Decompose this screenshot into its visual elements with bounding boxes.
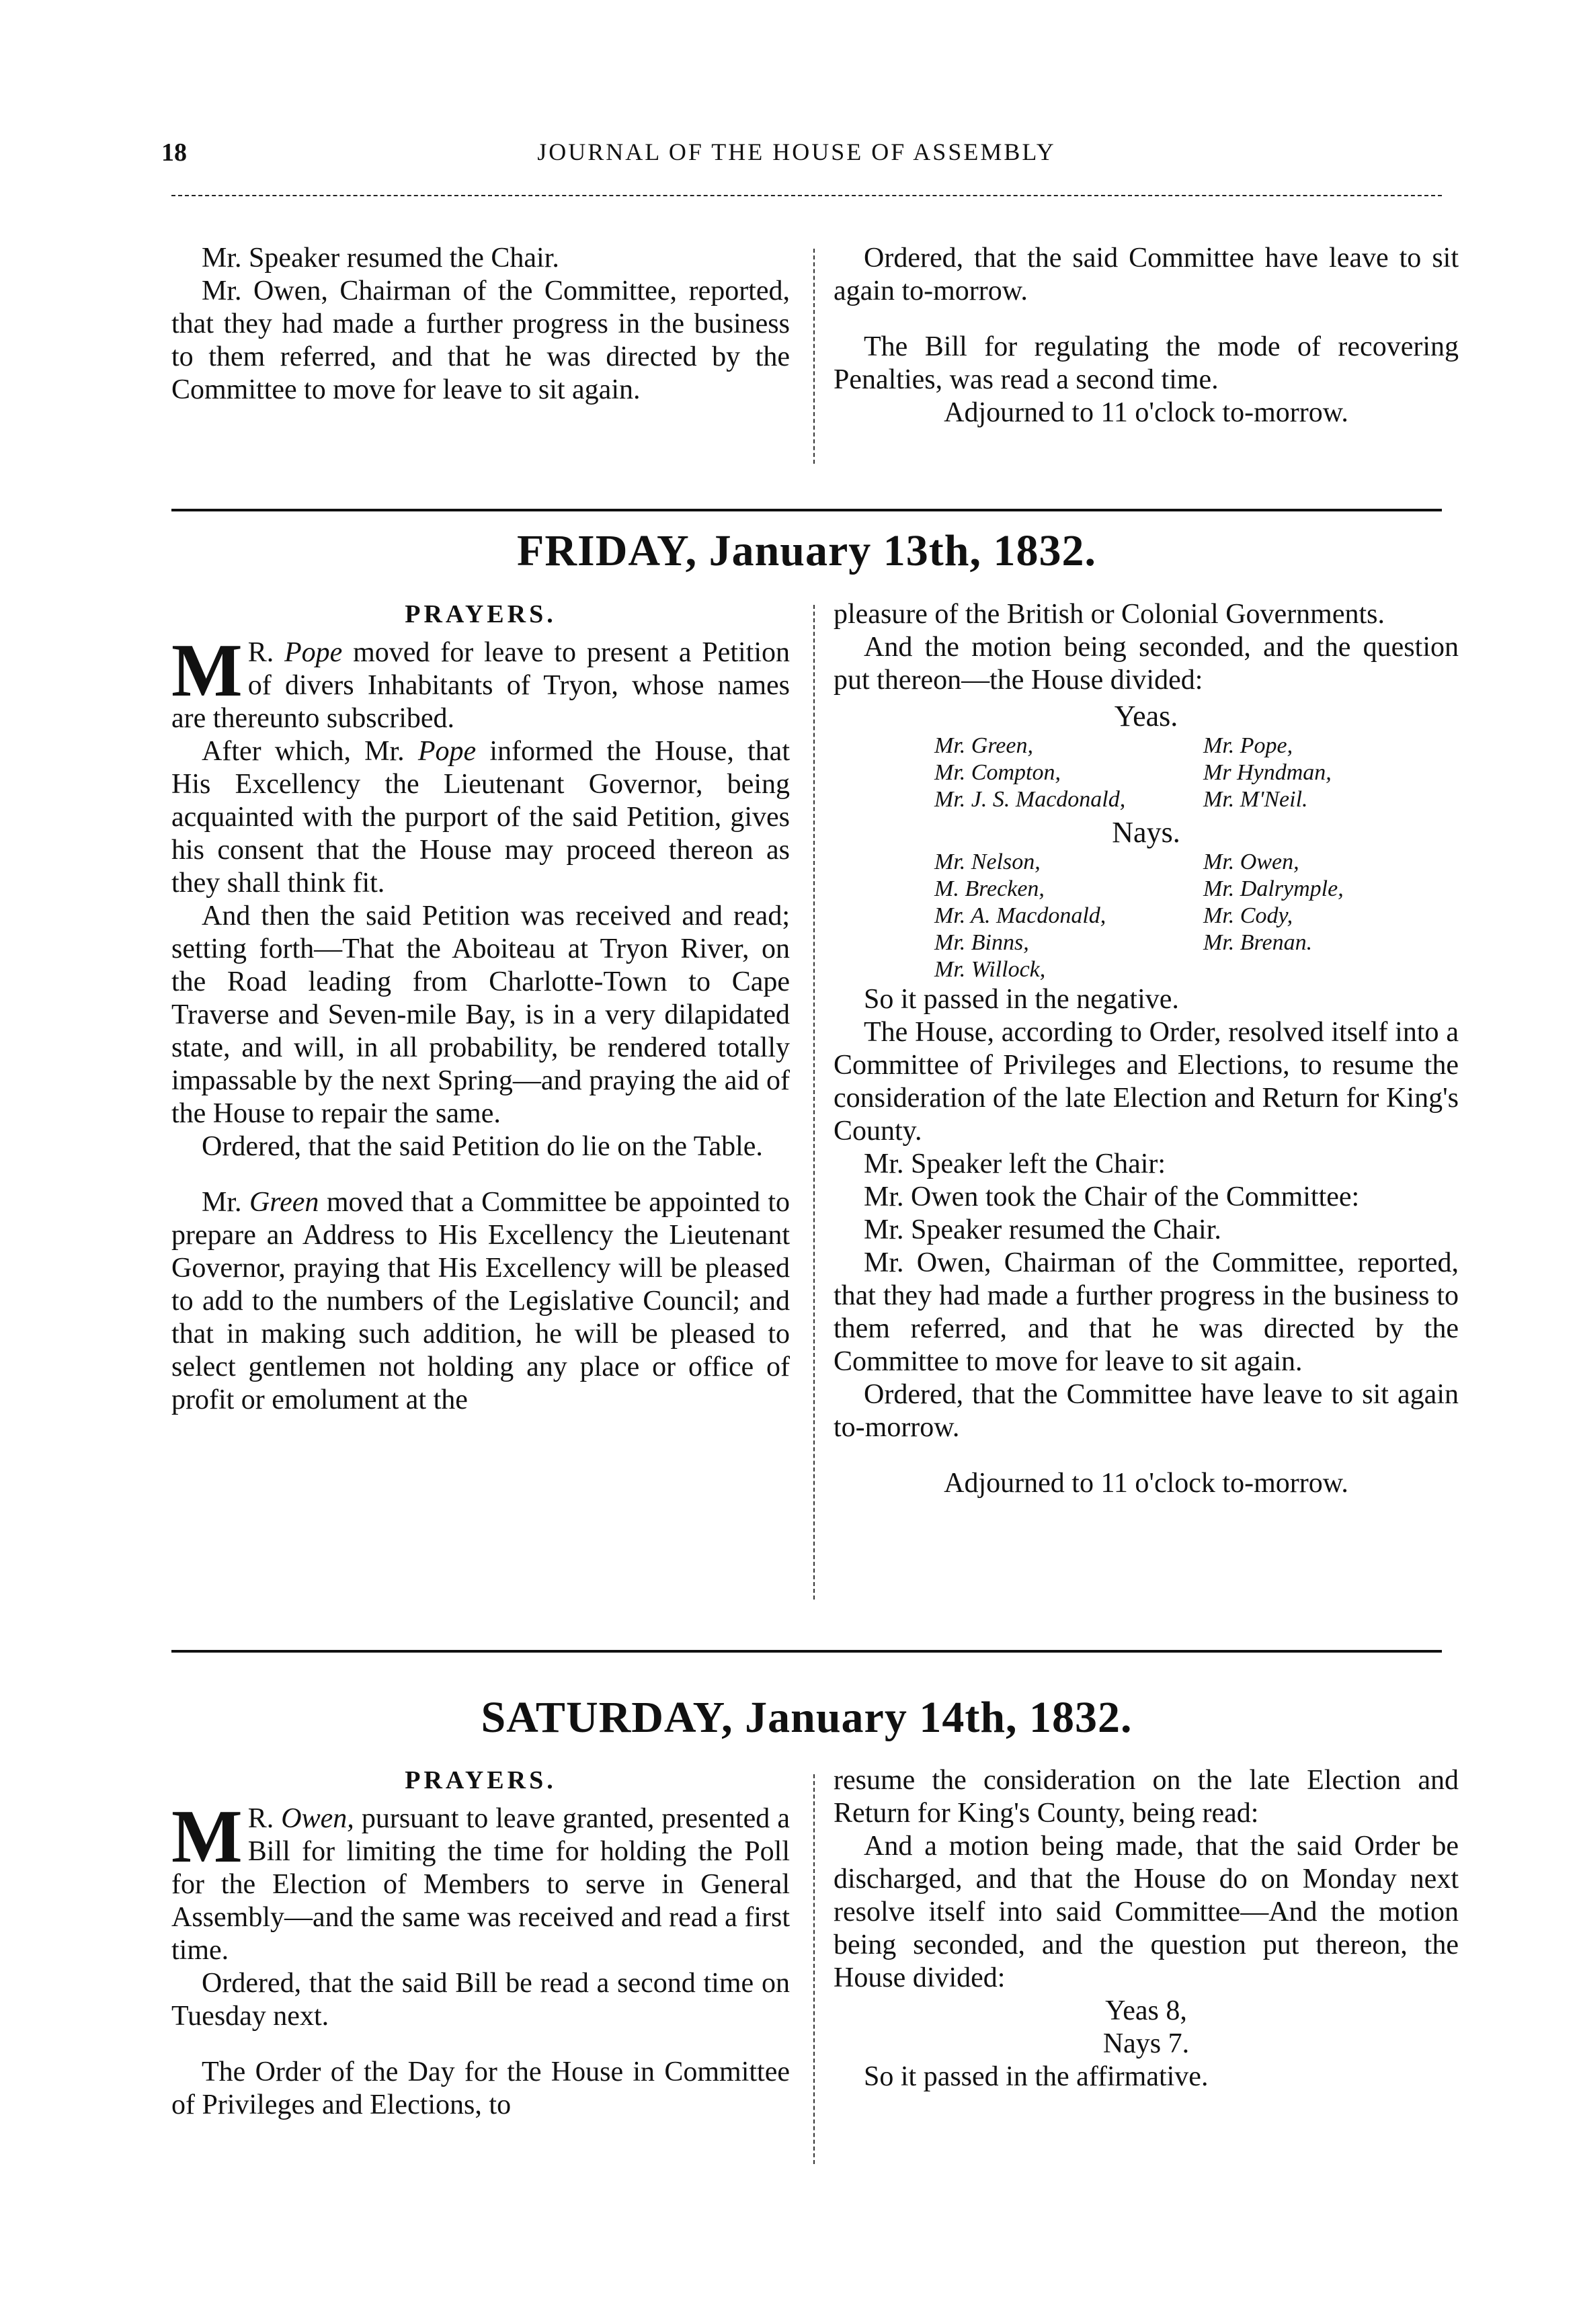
yeas-list <box>834 733 1459 813</box>
nays-count: Nays 7. <box>1102 2028 1190 2059</box>
member-name: Mr. A. Macdonald, <box>934 903 1106 928</box>
member-name: Mr. Cody, <box>1203 903 1293 928</box>
yeas-count: Yeas 8, <box>1105 1995 1187 2026</box>
member-name: Mr. Pope, <box>1203 733 1293 758</box>
prayers-heading: PRAYERS. <box>405 600 557 628</box>
paragraph: resume the consideration on the late Election and Return for King's County, being read: <box>834 1765 1459 1829</box>
vote-result: So it passed in the affirmative. <box>864 2061 1209 2092</box>
member-name: Mr. J. S. Macdonald, <box>934 787 1126 812</box>
drop-cap: M <box>171 629 243 712</box>
column-divider <box>813 1774 815 2164</box>
drop-cap: M <box>171 1795 243 1878</box>
friday-right-column <box>834 598 1459 1500</box>
paragraph: Ordered, that the said Petition do lie on the Table. <box>202 1131 763 1162</box>
prayers-heading: PRAYERS. <box>405 1766 557 1794</box>
member-name: Mr. Dalrymple, <box>1203 876 1344 901</box>
paragraph: Ordered, that the Committee have leave to sit again to-morrow. <box>834 1379 1459 1443</box>
paragraph: M R. Pope moved for leave to present a Petition of divers Inhabitants of Tryon, whose names are thereunto subscribed. <box>171 629 790 734</box>
adjournment-line: Adjourned to 11 o'clock to-morrow. <box>944 1468 1348 1499</box>
member-name: Mr. Compton, <box>934 760 1061 785</box>
paragraph: And then the said Petition was received and read; setting forth—That the Aboiteau at Tryon River, on the Road leading from Charlotte-Town to Cape Traverse and Seven-mile Bay, is in a very dilapidated state, and will, in all probability, be rendered totally impassable by the next Spring—and praying the aid of the House to repair the same. <box>171 901 790 1129</box>
member-name: Mr. Brenan. <box>1203 930 1313 955</box>
paragraph: The Bill for regulating the mode of recovering Penalties, was read a second time. <box>834 331 1459 395</box>
member-name: Mr. Owen, <box>1203 849 1299 874</box>
column-divider <box>813 249 815 464</box>
paragraph: The House, according to Order, resolved itself into a Committee of Privileges and Elections, to resume the consideration of the late Election and Return for King's County. <box>834 1017 1459 1147</box>
section-rule <box>171 1650 1442 1653</box>
paragraph: And the motion being seconded, and the question put thereon—the House divided: <box>834 632 1459 696</box>
paragraph: Mr. Owen, Chairman of the Committee, reported, that they had made a further progress in the business to them referred, and that he was directed by the Committee to move for leave to sit again. <box>834 1247 1459 1377</box>
nays-label: Nays. <box>1112 816 1180 849</box>
friday-left-column <box>171 598 790 1417</box>
paragraph: Mr. Green moved that a Committee be appointed to prepare an Address to His Excellency the Lieutenant Governor, praying that His Excellency will be pleased to add to the numbers of the Legislative Council; and that in making such addition, he will be pleased to select gentlemen not holding any place or office of profit or emolument at the <box>171 1187 790 1415</box>
top-left-column <box>171 242 790 407</box>
paragraph: And a motion being made, that the said Order be discharged, and that the House do on Monday next resolve itself into said Committee—And the motion being seconded, and the question put thereon, the House divided: <box>834 1831 1459 1993</box>
paragraph: Ordered, that the said Bill be read a second time on Tuesday next. <box>171 1968 790 2032</box>
paragraph: Mr. Speaker resumed the Chair. <box>202 243 559 274</box>
member-name: Mr Hyndman, <box>1203 760 1332 785</box>
page-number: 18 <box>161 138 187 167</box>
saturday-heading: SATURDAY, January 14th, 1832. <box>481 1693 1133 1742</box>
paragraph: After which, Mr. Pope informed the House, that His Excellency the Lieutenant Governor, being acquainted with the purport of the said Petition, gives his consent that the House may proceed thereon as they shall think fit. <box>171 736 790 899</box>
yeas-label: Yeas. <box>1114 700 1178 733</box>
saturday-left-column <box>171 1764 790 2122</box>
paragraph: Mr. Speaker resumed the Chair. <box>864 1214 1221 1245</box>
top-right-column <box>834 242 1459 429</box>
member-name: Mr. Willock, <box>934 957 1046 982</box>
vote-result: So it passed in the negative. <box>864 984 1179 1015</box>
section-rule <box>171 509 1442 511</box>
paragraph: Mr. Speaker left the Chair: <box>864 1149 1166 1179</box>
member-name <box>1203 956 1459 983</box>
journal-title: JOURNAL OF THE HOUSE OF ASSEMBLY <box>537 138 1056 165</box>
paragraph: Mr. Owen took the Chair of the Committee: <box>864 1181 1360 1212</box>
paragraph: M R. Owen, pursuant to leave granted, presented a Bill for limiting the time for holding the Poll for the Election of Members to serve in General Assembly—and the same was received and read a first time. <box>171 1795 791 1966</box>
friday-heading: FRIDAY, January 13th, 1832. <box>517 526 1096 575</box>
member-name: Mr. Green, <box>934 733 1033 758</box>
member-name: Mr. M'Neil. <box>1203 787 1308 812</box>
nays-list <box>834 849 1459 983</box>
paragraph: The Order of the Day for the House in Committee of Privileges and Elections, to <box>171 2057 790 2120</box>
member-name: M. Brecken, <box>934 876 1045 901</box>
member-name: Mr. Binns, <box>934 930 1029 955</box>
adjournment-line: Adjourned to 11 o'clock to-morrow. <box>944 397 1348 428</box>
paragraph: Mr. Owen, Chairman of the Committee, reported, that they had made a further progress in the business to them referred, and that he was directed by the Committee to move for leave to sit again. <box>171 276 790 405</box>
column-divider <box>813 605 815 1600</box>
running-head <box>161 138 1432 178</box>
paragraph: pleasure of the British or Colonial Governments. <box>834 599 1385 630</box>
saturday-right-column <box>834 1764 1459 2093</box>
member-name: Mr. Nelson, <box>934 849 1041 874</box>
paragraph: Ordered, that the said Committee have leave to sit again to-morrow. <box>834 243 1459 306</box>
header-rule <box>171 195 1442 196</box>
